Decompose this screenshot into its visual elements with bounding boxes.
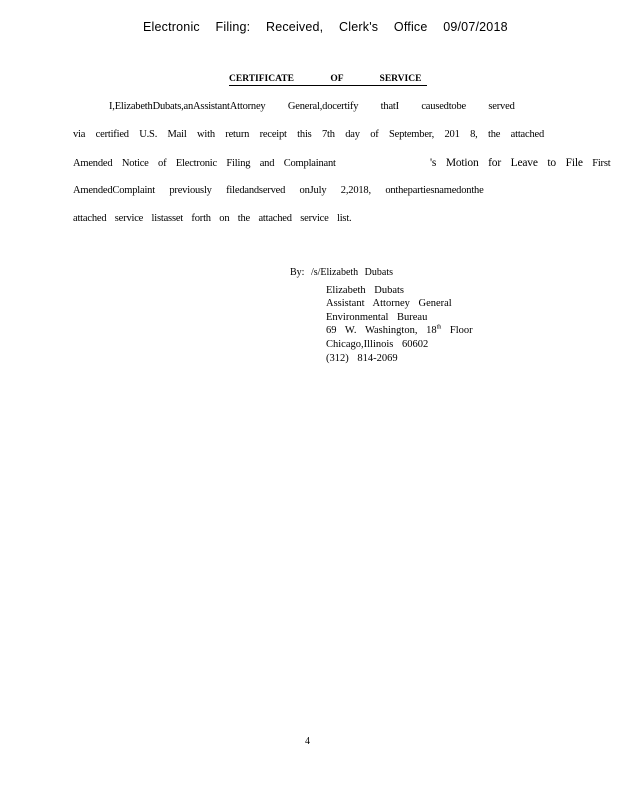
page-number: 4 bbox=[305, 736, 310, 747]
body-line-3 bbox=[73, 157, 610, 169]
signature-street-b: Floor bbox=[449, 325, 473, 336]
signature-street-sup: th bbox=[436, 324, 442, 331]
signature-role: Assistant Attorney General bbox=[326, 298, 452, 309]
body-line-2: via certified U.S. Mail with return receipt this 7th day of September, 201 8, the attached bbox=[73, 129, 545, 140]
body-line-3-part-c: First bbox=[592, 158, 611, 169]
signature-city: Chicago,Illinois 60602 bbox=[326, 339, 429, 350]
signature-name: Elizabeth Dubats bbox=[326, 285, 405, 296]
signature-street bbox=[326, 324, 473, 338]
signature-street-a: 69 W. Washington, 18 bbox=[326, 325, 437, 336]
signature-by-line: By: /s/Elizabeth Dubats bbox=[290, 267, 393, 278]
filing-stamp-header: Electronic Filing: Received, Clerk's Office 09/07/2018 bbox=[143, 20, 508, 34]
signature-phone: (312) 814-2069 bbox=[326, 353, 398, 364]
body-line-4: AmendedComplaint previously filedandserved onJuly 2,2018, onthepartiesnamedonthe bbox=[73, 185, 484, 196]
certificate-title: CERTIFICATE OF SERVICE bbox=[229, 74, 427, 86]
body-line-5: attached service listasset forth on the attached service list. bbox=[73, 213, 352, 224]
body-line-3-part-a: Amended Notice of Electronic Filing and Complainant bbox=[73, 158, 336, 169]
body-line-1: I,ElizabethDubats,anAssistantAttorney General,docertify thatI causedtobe served bbox=[109, 101, 515, 112]
signature-bureau: Environmental Bureau bbox=[326, 312, 428, 323]
body-line-3-part-b: 's Motion for Leave to File bbox=[430, 157, 583, 169]
